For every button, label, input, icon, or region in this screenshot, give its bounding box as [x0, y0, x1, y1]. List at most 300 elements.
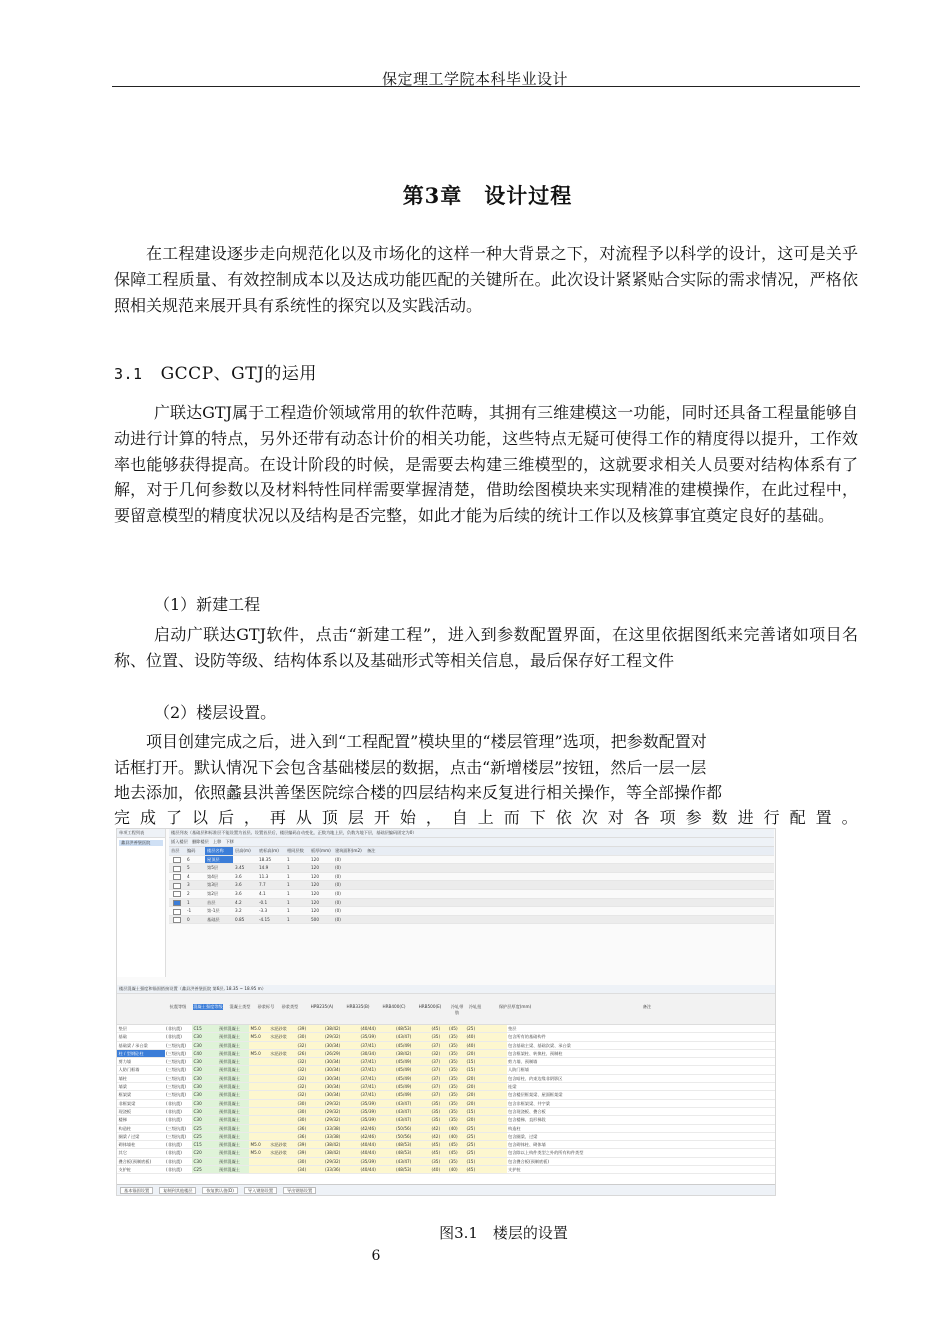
rebar-header-cell: 混凝土类型 [229, 1004, 251, 1009]
rebar-cell: 构造柱 [508, 1125, 521, 1131]
rebar-cell: (42/46) [359, 1133, 395, 1140]
rebar-cell: (35) [448, 1091, 466, 1098]
rebar-cell: (32) [430, 1050, 448, 1057]
rebar-header-cell: HPB235(A) [310, 1004, 334, 1009]
chapter-title: 第3章 设计过程 [402, 183, 573, 208]
floor-header-cell: 建筑面积(m2) [335, 848, 362, 853]
rebar-cell: (35) [430, 1100, 448, 1107]
rebar-cell: 预拌混凝土 [218, 1083, 250, 1090]
rebar-cell: 预拌混凝土 [218, 1125, 250, 1132]
rebar-cell: C15 [192, 1141, 218, 1148]
rebar-cell: (三级抗震) [166, 1084, 187, 1090]
floor-header-cell: 板厚(mm) [311, 848, 331, 853]
floor-checkbox-cell[interactable] [169, 873, 185, 881]
rebar-cell: (35) [448, 1100, 466, 1107]
rebar-row[interactable] [117, 1058, 775, 1066]
rebar-cell: (37/41) [359, 1066, 395, 1073]
floor-cell: 120 [311, 873, 319, 879]
rebar-cell: (45/49) [395, 1066, 431, 1073]
rebar-row[interactable] [117, 1116, 775, 1124]
rebar-cell [249, 1133, 269, 1140]
rebar-cell: (30/34) [324, 1075, 360, 1082]
rebar-cell: 支护桩 [118, 1167, 132, 1173]
rebar-cell: (15) [465, 1108, 507, 1115]
char: 开 [373, 808, 390, 827]
floor-checkbox-cell[interactable] [169, 916, 185, 924]
rebar-cell: (20) [465, 1091, 507, 1098]
first-floor-checkbox[interactable] [173, 891, 181, 897]
char: 行 [763, 808, 780, 827]
rebar-cell: (45) [448, 1149, 466, 1156]
floor-cell: (0) [335, 916, 341, 922]
rebar-cell: 水泥砂浆 [269, 1149, 297, 1156]
floor-row[interactable] [169, 907, 774, 916]
rebar-tab[interactable]: 复制到其他楼层 [159, 1187, 196, 1194]
rebar-cell: 预拌混凝土 [218, 1149, 250, 1156]
rebar-cell: (33/36) [324, 1166, 360, 1173]
rebar-settings-table [117, 985, 775, 1195]
rebar-cell: 预拌混凝土 [218, 1025, 250, 1032]
rebar-cell: 包含现浇板、叠合板 [508, 1108, 546, 1114]
rebar-row[interactable] [117, 1100, 775, 1108]
rebar-cell: (45/49) [395, 1058, 431, 1065]
floor-checkbox-cell[interactable] [169, 907, 185, 915]
rebar-cell: (三级抗震) [166, 1125, 187, 1131]
floor-cell: 0.85 [235, 916, 245, 922]
rebar-cell: (48/53) [395, 1025, 431, 1032]
first-floor-checkbox[interactable] [173, 900, 181, 906]
rebar-cell: C15 [192, 1025, 218, 1032]
rebar-cell: (37) [430, 1083, 448, 1090]
rebar-header-cell: 砂浆类型 [281, 1004, 299, 1009]
rebar-cell: (30/34) [324, 1042, 360, 1049]
rebar-cell: (45/49) [395, 1083, 431, 1090]
rebar-cell: (45) [430, 1141, 448, 1148]
rebar-cell: 圈梁 / 过梁 [118, 1133, 140, 1139]
char: 再 [269, 808, 286, 827]
floor-cell: 0 [187, 916, 190, 922]
section-number: 3.1 [114, 365, 143, 383]
floor-cell: 3.2 [235, 908, 242, 914]
rebar-cell: (35) [430, 1116, 448, 1123]
rebar-cell: (35/39) [359, 1158, 395, 1165]
floor-cell: 120 [311, 865, 319, 871]
rebar-cell: (32) [296, 1091, 324, 1098]
rebar-cell: (34) [296, 1166, 324, 1173]
rebar-cell: (40/44) [359, 1025, 395, 1032]
floor-cell: -1 [187, 908, 192, 914]
rebar-row[interactable] [117, 1149, 775, 1157]
rebar-cell: (非抗震) [166, 1158, 182, 1164]
rebar-cell [249, 1158, 269, 1165]
rebar-cell [269, 1091, 297, 1098]
floor-row[interactable] [169, 881, 774, 890]
rebar-cell: (38/42) [324, 1149, 360, 1156]
char: 自 [451, 808, 468, 827]
rebar-cell: (26) [296, 1050, 324, 1057]
floor-cell: 第5层 [207, 865, 219, 871]
rebar-cell: 预拌混凝土 [218, 1066, 250, 1073]
rebar-cell: M5.0 [249, 1025, 269, 1032]
rebar-cell: 预拌混凝土 [218, 1133, 250, 1140]
rebar-cell: (39) [296, 1141, 324, 1148]
rebar-cell: (48/53) [395, 1141, 431, 1148]
rebar-row[interactable] [117, 1166, 775, 1174]
rebar-header-cell: 备注 [642, 1004, 652, 1009]
rebar-cell [269, 1133, 297, 1140]
rebar-cell: (15) [465, 1066, 507, 1073]
rebar-cell: (39) [296, 1025, 324, 1032]
rebar-row[interactable] [117, 1141, 775, 1149]
char: 对 [607, 808, 624, 827]
rebar-cell: (三级抗震) [166, 1092, 187, 1098]
rebar-cell: (45) [430, 1025, 448, 1032]
floor-cell: 18.35 [259, 856, 271, 862]
project-list-item[interactable]: 蠡县洪善堡医院 [119, 840, 163, 846]
char: 后 [217, 808, 234, 827]
char: 置 [815, 808, 832, 827]
rebar-cell: (30) [296, 1033, 324, 1040]
char: ， [425, 808, 442, 827]
rebar-row[interactable] [117, 1033, 775, 1041]
char: 进 [737, 808, 754, 827]
rebar-cell: 框架梁 [118, 1092, 132, 1098]
step2-line: 地去添加，依照蠡县洪善堡医院综合楼的四层结构来反复进行相关操作，等全部操作都 [114, 783, 723, 802]
rebar-cell: (36) [296, 1125, 324, 1132]
char: 了 [165, 808, 182, 827]
floor-cell: 4.2 [235, 899, 242, 905]
floor-cell: 120 [311, 890, 319, 896]
first-floor-checkbox[interactable] [173, 917, 181, 923]
floor-cell: 1 [287, 899, 290, 905]
rebar-cell: (32) [296, 1042, 324, 1049]
rebar-cell: (35) [430, 1158, 448, 1165]
rebar-cell: 包含砌体柱、砌体墙 [508, 1142, 546, 1148]
rebar-cell: 包含叠合板(预制底板) [508, 1158, 549, 1164]
rebar-cell: 其它 [118, 1150, 127, 1156]
floor-checkbox-cell[interactable] [169, 864, 185, 872]
floor-header-cell: 楼层名称 [205, 847, 233, 855]
rebar-cell: 预拌混凝土 [218, 1108, 250, 1115]
step2-line: 话框打开。默认情况下会包含基础楼层的数据，点击“新增楼层”按钮，然后一层一层 [114, 758, 707, 777]
rebar-row[interactable] [117, 1091, 775, 1099]
rebar-header-cell: 保护层厚度(mm) [498, 1004, 532, 1009]
rebar-cell [249, 1166, 269, 1173]
rebar-cell: C30 [192, 1075, 218, 1082]
rebar-cell: (45) [430, 1149, 448, 1156]
rebar-cell: C30 [192, 1083, 218, 1090]
rebar-cell: (25) [465, 1141, 507, 1148]
rebar-cell [249, 1125, 269, 1132]
rebar-cell: (37/41) [359, 1091, 395, 1098]
rebar-cell: (37) [430, 1091, 448, 1098]
floor-row[interactable] [169, 890, 774, 899]
first-floor-checkbox[interactable] [173, 866, 181, 872]
rebar-cell: 楼梯 [118, 1117, 127, 1123]
rebar-cell: 预拌混凝土 [218, 1042, 250, 1049]
rebar-cell: (37) [430, 1066, 448, 1073]
rebar-cell: (37/41) [359, 1083, 395, 1090]
figure-caption: 图3.1 楼层的设置 [439, 1224, 568, 1242]
rebar-cell: (37) [430, 1042, 448, 1049]
floor-cell: (0) [335, 899, 341, 905]
floor-cell: 第-1层 [207, 908, 220, 914]
char: 以 [191, 808, 208, 827]
rebar-cell: (45) [465, 1166, 507, 1173]
char: 项 [659, 808, 676, 827]
rebar-cell [269, 1158, 297, 1165]
floor-cell [233, 856, 257, 864]
rebar-cell: (非抗震) [166, 1108, 182, 1114]
char: 从 [295, 808, 312, 827]
floor-header-cell: 底标高(m) [259, 848, 279, 853]
rebar-settings-header [117, 994, 775, 1025]
rebar-cell: 包含楼梯、直形梯段 [508, 1117, 546, 1123]
rebar-cell: M5.0 [249, 1033, 269, 1040]
rebar-cell [249, 1116, 269, 1123]
floor-cell: 6 [187, 856, 190, 862]
first-floor-checkbox[interactable] [173, 874, 181, 880]
floor-cell: 1 [287, 890, 290, 896]
floor-header-cell: 编码 [187, 848, 196, 853]
rebar-cell: (40/44) [359, 1149, 395, 1156]
rebar-cell: (三级抗震) [166, 1050, 187, 1056]
rebar-row[interactable] [117, 1075, 775, 1083]
rebar-row[interactable] [117, 1025, 775, 1033]
floor-toolbar[interactable]: 插入楼层 删除楼层 上移 下移 [169, 838, 774, 847]
rebar-cell: C30 [192, 1108, 218, 1115]
rebar-tab[interactable]: 恢复默认值(D) [202, 1187, 237, 1194]
rebar-cell: C40 [192, 1050, 218, 1057]
rebar-cell: (50/56) [395, 1133, 431, 1140]
rebar-cell: 包含除以上构件类型之外的所有构件类型 [508, 1150, 584, 1156]
floor-cell: 7.7 [259, 882, 266, 888]
rebar-cell: 预拌混凝土 [218, 1166, 250, 1173]
rebar-tab[interactable]: 导入钢筋设置 [244, 1187, 277, 1194]
rebar-cell: (三级抗震) [166, 1133, 187, 1139]
rebar-cell: (37/41) [359, 1075, 395, 1082]
rebar-cell: (45/49) [395, 1075, 431, 1082]
rebar-cell: 水泥砂浆 [269, 1141, 297, 1148]
floor-checkbox-cell[interactable] [169, 899, 185, 907]
rebar-cell: M5.0 [249, 1141, 269, 1148]
rebar-cell: (42/46) [359, 1125, 395, 1132]
first-floor-checkbox[interactable] [173, 909, 181, 915]
rebar-cell: (42) [430, 1133, 448, 1140]
rebar-cell: (35) [430, 1108, 448, 1115]
page-header: 保定理工学院本科毕业设计 [381, 70, 568, 88]
floor-row[interactable] [169, 916, 774, 925]
floor-checkbox-cell[interactable] [169, 856, 185, 864]
floor-row[interactable] [169, 864, 774, 873]
rebar-cell: (30) [296, 1100, 324, 1107]
floor-cell: 120 [311, 882, 319, 888]
rebar-cell: (30) [296, 1158, 324, 1165]
rebar-cell: (29/32) [324, 1033, 360, 1040]
char: 顶 [321, 808, 338, 827]
floor-cell: 屋顶层 [205, 856, 233, 864]
rebar-cell: 柱 / 型钢砼柱 [117, 1050, 165, 1057]
rebar-row[interactable] [117, 1083, 775, 1091]
floor-cell: (0) [335, 856, 341, 862]
floor-cell: (0) [335, 882, 341, 888]
rebar-cell: 包含暗柱、约束边缘非阴影区 [508, 1075, 563, 1081]
rebar-cell: (40/44) [359, 1141, 395, 1148]
rebar-cell: (40) [448, 1166, 466, 1173]
rebar-cell: (29/32) [324, 1108, 360, 1115]
rebar-cell: (非抗震) [166, 1034, 182, 1040]
first-floor-checkbox[interactable] [173, 857, 181, 863]
rebar-cell [249, 1075, 269, 1082]
floor-row[interactable] [169, 856, 774, 865]
step2-label: （2）楼层设置。 [154, 703, 277, 722]
char: 依 [555, 808, 572, 827]
rebar-cell: (40/44) [359, 1166, 395, 1173]
char: 次 [581, 808, 598, 827]
rebar-header-cell: HRB335(B) [346, 1004, 370, 1009]
rebar-cell: 预拌混凝土 [218, 1091, 250, 1098]
rebar-cell: (20) [465, 1075, 507, 1082]
rebar-cell: (25) [465, 1125, 507, 1132]
floor-table-note: 楼层列表（基础层和标准层不能设置为首层。设置首层后，楼层编码自动变化，正数为地上层，负数为地下层，基础层编码固定为0） [169, 829, 774, 838]
rebar-cell: (37/41) [359, 1058, 395, 1065]
rebar-cell: (33/38) [324, 1133, 360, 1140]
rebar-cell: (25) [465, 1025, 507, 1032]
rebar-cell: (20) [465, 1050, 507, 1057]
rebar-cell: C25 [192, 1125, 218, 1132]
rebar-row[interactable] [117, 1108, 775, 1116]
rebar-cell [269, 1108, 297, 1115]
rebar-cell: C30 [192, 1058, 218, 1065]
char: 完 [114, 808, 131, 827]
floor-row[interactable] [169, 899, 774, 908]
char: 数 [711, 808, 728, 827]
rebar-cell: (39) [296, 1149, 324, 1156]
char: 各 [633, 808, 650, 827]
rebar-row[interactable] [117, 1042, 775, 1050]
floor-cell: 14.9 [259, 865, 269, 871]
rebar-tab[interactable]: 基本锚固设置 [120, 1187, 153, 1194]
rebar-cell: 墙柱 [118, 1075, 127, 1081]
rebar-cell: (32) [296, 1083, 324, 1090]
rebar-cell: (三级抗震) [166, 1042, 187, 1048]
rebar-cell: (30) [296, 1116, 324, 1123]
rebar-cell: (非抗震) [166, 1100, 182, 1106]
rebar-cell: 剪力墙 [118, 1059, 132, 1065]
rebar-cell: (32) [296, 1066, 324, 1073]
rebar-cell: (35/39) [359, 1108, 395, 1115]
floor-cell: 11.3 [259, 873, 269, 879]
rebar-tab[interactable]: 导出钢筋设置 [283, 1187, 316, 1194]
rebar-cell: 垫层 [508, 1026, 517, 1031]
first-floor-checkbox[interactable] [173, 883, 181, 889]
rebar-header-cell: 冷轧扭 [468, 1004, 482, 1009]
rebar-cell: (40) [448, 1125, 466, 1132]
rebar-cell: 基础梁 / 承台梁 [118, 1042, 148, 1048]
rebar-row[interactable] [117, 1158, 775, 1166]
floor-cell: 1 [187, 899, 190, 905]
project-list-panel [117, 829, 166, 977]
rebar-cell: (三级抗震) [166, 1059, 187, 1065]
floor-cell: 1 [287, 856, 290, 862]
rebar-cell: 水泥砂浆 [269, 1050, 297, 1057]
rebar-row[interactable] [117, 1125, 775, 1133]
rebar-cell: (15) [465, 1058, 507, 1065]
rebar-cell: (45) [448, 1025, 466, 1032]
rebar-cell [249, 1042, 269, 1049]
rebar-header-cell: 砂浆标号 [257, 1004, 275, 1009]
rebar-header-cell: HRB400(C) [382, 1004, 406, 1009]
rebar-cell: (30/34) [324, 1091, 360, 1098]
rebar-cell [249, 1083, 269, 1090]
floor-checkbox-cell[interactable] [169, 881, 185, 889]
rebar-cell: (35) [448, 1066, 466, 1073]
software-screenshot [116, 828, 776, 1196]
rebar-cell: (32) [296, 1058, 324, 1065]
rebar-settings-tabs [117, 1184, 775, 1195]
rebar-cell [269, 1125, 297, 1132]
rebar-cell: 连梁 [508, 1084, 517, 1090]
rebar-cell: (35) [448, 1116, 466, 1123]
floor-checkbox-cell[interactable] [169, 890, 185, 898]
rebar-cell: (30) [296, 1108, 324, 1115]
rebar-cell [249, 1058, 269, 1065]
rebar-cell [269, 1100, 297, 1107]
rebar-cell: (35) [448, 1075, 466, 1082]
floor-cell: 3.6 [235, 873, 242, 879]
rebar-cell: M5.0 [249, 1050, 269, 1057]
floor-header-cell: 相同层数 [287, 848, 304, 853]
rebar-cell: 包含圈梁、过梁 [508, 1133, 538, 1139]
rebar-cell [249, 1108, 269, 1115]
rebar-cell: (48/53) [395, 1166, 431, 1173]
rebar-cell: 预拌混凝土 [218, 1033, 250, 1040]
rebar-cell: (三级抗震) [166, 1075, 187, 1081]
floor-cell: 1 [287, 916, 290, 922]
rebar-cell: (37) [430, 1075, 448, 1082]
floor-row[interactable] [169, 873, 774, 882]
rebar-cell: 水泥砂浆 [269, 1025, 297, 1032]
rebar-cell: (43/47) [395, 1100, 431, 1107]
floor-table-header [169, 847, 774, 856]
rebar-cell: (35) [448, 1158, 466, 1165]
floor-cell: 1 [287, 908, 290, 914]
rebar-cell: C20 [192, 1149, 218, 1156]
char: 而 [503, 808, 520, 827]
rebar-cell: (20) [465, 1116, 507, 1123]
char: 层 [347, 808, 364, 827]
rebar-cell: C30 [192, 1033, 218, 1040]
body-paragraph-1: 广联达GTJ属于工程造价领域常用的软件范畴，其拥有三维建模这一功能，同时还具备工程量能够自动进行计算的特点，另外还带有动态计价的相关功能，这些特点无疑可使得工作的精度得以提升，工作效率也能够获得提高。在设计阶段的时候，是需要去构建三维模型的，这就要求相关人员要对结构体系有了解，对于几何参数以及材料特性同样需要掌握清楚，借助绘图模块来实现精准的建模操作，在此过程中，要留意模型的精度状况以及结构是否完整，如此才能为后续的统计工作以及核算事宜奠定良好的基础。 [114, 403, 858, 526]
char: ， [243, 808, 260, 827]
rebar-row[interactable] [117, 1133, 775, 1141]
floor-cell: -3.3 [259, 908, 268, 914]
rebar-cell: C30 [192, 1100, 218, 1107]
rebar-cell: (35) [430, 1033, 448, 1040]
rebar-cell: (35) [448, 1033, 466, 1040]
rebar-cell: 预拌混凝土 [218, 1050, 250, 1057]
rebar-cell: 预拌混凝土 [218, 1100, 250, 1107]
step2-line: 项目创建完成之后，进入到“工程配置”模块里的“楼层管理”选项，把参数配置对 [146, 732, 707, 751]
rebar-cell: (36) [296, 1133, 324, 1140]
rebar-cell: (40) [465, 1042, 507, 1049]
rebar-cell: (非抗震) [166, 1142, 182, 1148]
rebar-cell: 预拌混凝土 [218, 1158, 250, 1165]
rebar-row[interactable] [117, 1050, 775, 1058]
rebar-row[interactable] [117, 1066, 775, 1074]
floor-cell: 120 [311, 908, 319, 914]
rebar-cell: M5.0 [249, 1149, 269, 1156]
